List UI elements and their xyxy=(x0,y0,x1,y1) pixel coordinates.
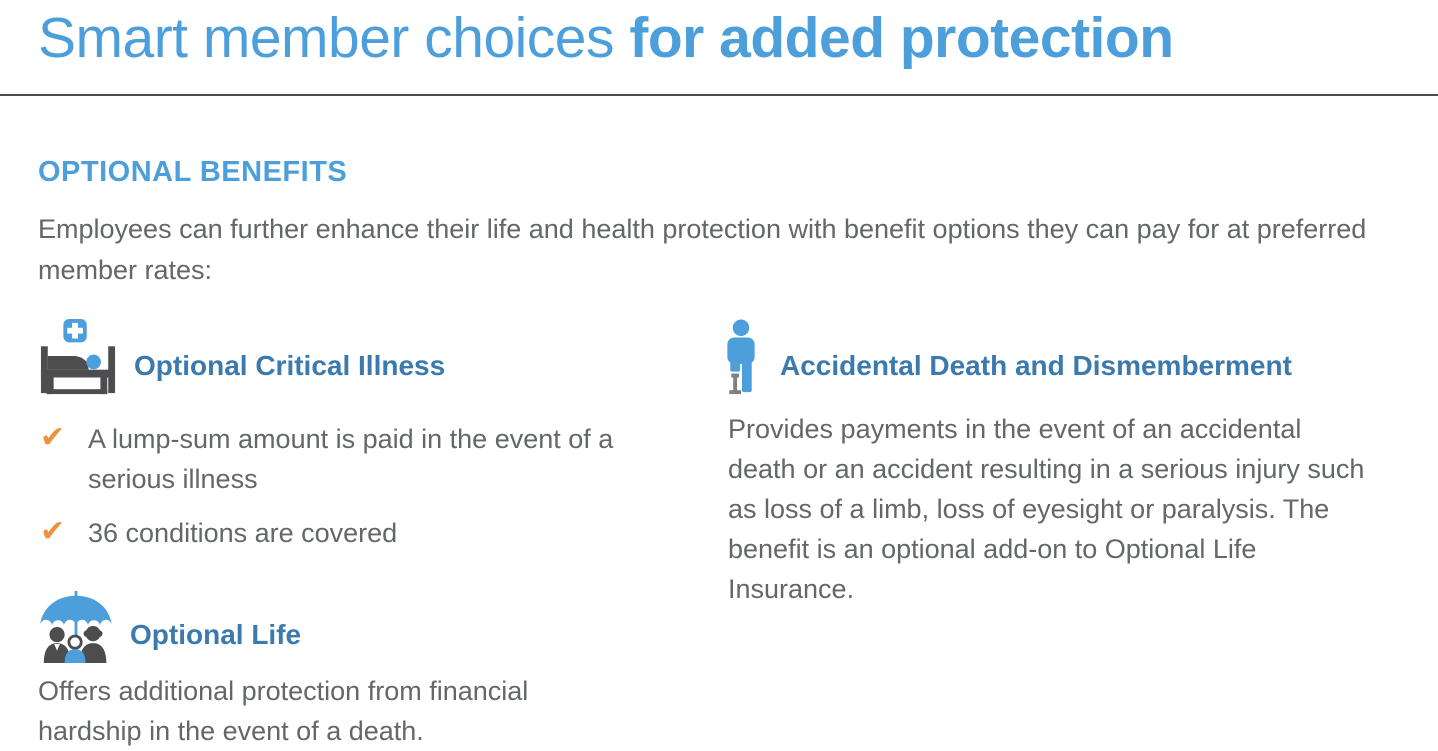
critical-illness-bullets xyxy=(38,419,718,553)
family-umbrella-icon xyxy=(38,591,114,663)
section-intro: Employees can further enhance their life and health protection with benefit options they can pay for at preferred member rates: xyxy=(38,214,1367,285)
section-heading: OPTIONAL BENEFITS xyxy=(38,156,348,188)
bullet-item xyxy=(38,513,718,553)
bullet-item xyxy=(38,419,718,499)
checkmark-icon: ✔ xyxy=(40,515,66,548)
benefit-critical-illness xyxy=(38,319,718,553)
accidental-death-description: Provides payments in the event of an accidental death or an accident resulting in a serious injury such as loss of a limb, loss of eyesight or paralysis. The benefit is an optional add-on to Optional Life Insurance. xyxy=(728,414,1365,604)
title-divider xyxy=(0,94,1438,96)
accidental-death-header xyxy=(718,319,1392,397)
accidental-death-title: Accidental Death and Dismemberment xyxy=(780,350,1292,381)
benefit-columns xyxy=(38,319,1392,751)
right-column xyxy=(718,319,1392,751)
optional-life-header xyxy=(38,591,718,663)
hospital-bed-icon xyxy=(38,319,118,397)
left-column xyxy=(38,319,718,751)
content xyxy=(0,156,1438,751)
page-title xyxy=(38,6,1398,70)
page-title-bold: for added protection xyxy=(629,6,1174,70)
optional-life-description: Offers additional protection from financial hardship in the event of a death. xyxy=(38,676,529,746)
bullet-text: 36 conditions are covered xyxy=(88,518,398,548)
critical-illness-header xyxy=(38,319,718,397)
checkmark-icon: ✔ xyxy=(40,421,66,454)
page-title-regular: Smart member choices xyxy=(38,6,630,70)
benefit-accidental-death xyxy=(718,319,1392,609)
optional-life-title: Optional Life xyxy=(130,619,302,650)
bullet-text: A lump-sum amount is paid in the event of a serious illness xyxy=(88,424,614,494)
benefit-optional-life xyxy=(38,591,718,751)
critical-illness-title: Optional Critical Illness xyxy=(134,350,446,381)
page-header xyxy=(0,0,1438,70)
person-prosthetic-leg-icon xyxy=(718,319,764,397)
